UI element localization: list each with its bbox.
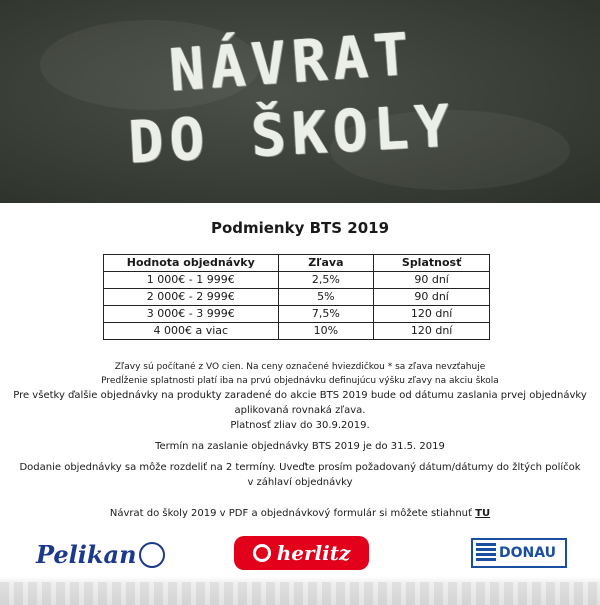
cell-order-value: 3 000€ - 3 999€ [104, 306, 279, 323]
donau-logo[interactable] [471, 538, 567, 568]
table-row [104, 323, 490, 340]
banner-line-1: NÁVRAT [167, 19, 417, 105]
herlitz-circle-icon [253, 544, 271, 562]
conditions-notes [0, 360, 600, 490]
table-row [104, 306, 490, 323]
cell-discount: 5% [278, 289, 374, 306]
header-discount: Zľava [278, 255, 374, 272]
table-row [104, 289, 490, 306]
note-same-discount: aplikovaná rovnaká zľava. [234, 405, 366, 416]
herlitz-logo[interactable] [234, 536, 369, 570]
note-discount-basis: Zľavy sú počítané z VO cien. Na ceny označené hviezdičkou * sa zľava nevzťahuje [114, 362, 486, 372]
footer-decoration [0, 576, 600, 605]
pelikan-logo[interactable] [36, 540, 165, 570]
note-validity: Platnosť zliav do 30.9.2019. [230, 420, 370, 431]
note-order-header: v záhlaví objednávky [247, 477, 353, 488]
cell-discount: 10% [278, 323, 374, 340]
cell-due: 120 dní [374, 306, 490, 323]
herlitz-wordmark: herlitz [276, 541, 351, 565]
donau-stripes-icon [476, 543, 496, 563]
page-title: Podmienky BTS 2019 [210, 219, 390, 237]
cell-order-value: 2 000€ - 2 999€ [104, 289, 279, 306]
table-header-row [104, 255, 490, 272]
pelikan-wordmark: Pelikan [36, 540, 137, 569]
header-order-value: Hodnota objednávky [104, 255, 279, 272]
note-order-deadline: Termín na zaslanie objednávky BTS 2019 je do 31.5. 2019 [155, 441, 445, 452]
cell-due: 90 dní [374, 289, 490, 306]
brand-logos [0, 536, 600, 576]
table-row [104, 272, 490, 289]
chalkboard-banner [0, 0, 600, 203]
cell-discount: 7,5% [278, 306, 374, 323]
cell-due: 90 dní [374, 272, 490, 289]
cell-due: 120 dní [374, 323, 490, 340]
cell-order-value: 1 000€ - 1 999€ [104, 272, 279, 289]
header-due: Splatnosť [374, 255, 490, 272]
cell-order-value: 4 000€ a viac [104, 323, 279, 340]
banner-line-2: DO ŠKOLY [126, 91, 458, 177]
donau-wordmark: DONAU [499, 545, 557, 561]
download-line [0, 508, 600, 519]
download-link[interactable]: TU [475, 508, 491, 519]
download-text: Návrat do školy 2019 v PDF a objednávkový formulár si môžete stiahnuť [109, 508, 476, 519]
terms-table [103, 254, 490, 340]
note-delivery-split: Dodanie objednávky sa môže rozdeliť na 2 termíny. Uveďte prosím požadovaný dátum/dátumy do žltých políčok [19, 462, 581, 473]
footer-blocks [0, 582, 600, 605]
cell-discount: 2,5% [278, 272, 374, 289]
note-further-orders: Pre všetky ďalšie objednávky na produkty zaradené do akcie BTS 2019 bude od dátumu zaslania prvej objednávky [13, 390, 587, 401]
pelican-icon [139, 542, 165, 568]
note-due-extension: Predĺženie splatnosti platí iba na prvú objednávku definujúcu výšku zľavy na akciu škola [101, 376, 499, 386]
